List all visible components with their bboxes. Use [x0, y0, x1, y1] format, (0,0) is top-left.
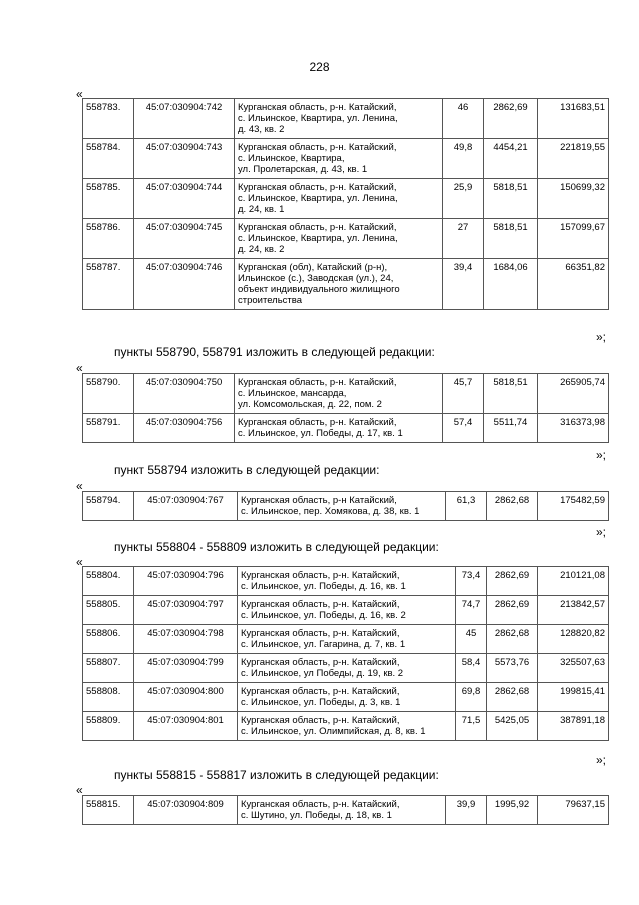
table-row — [83, 179, 609, 219]
address-line: Курганская область, р-н. Катайский, — [241, 570, 400, 581]
address-cell — [235, 139, 443, 179]
address-cell — [238, 683, 456, 712]
row-number-cell: 558805. — [83, 596, 134, 625]
unit-price-cell: 1995,92 — [487, 796, 538, 825]
unit-price-cell: 2862,68 — [487, 492, 538, 521]
row-number-cell: 558785. — [83, 179, 134, 219]
unit-price-cell: 2862,68 — [487, 625, 538, 654]
cadastral-number-cell: 45:07:030904:801 — [134, 712, 238, 741]
cadastral-value-cell: 221819,55 — [538, 139, 609, 179]
table-row — [83, 99, 609, 139]
address-line: Курганская область, р-н. Катайский, — [241, 686, 400, 697]
amendment-paragraph: пункты 558790, 558791 изложить в следующей редакции: — [114, 345, 435, 359]
close-quote: »; — [596, 448, 607, 462]
unit-price-cell: 5511,74 — [484, 414, 538, 443]
address-line: Курганская область, р-н. Катайский, — [238, 102, 397, 113]
cadastral-value-cell: 199815,41 — [538, 683, 609, 712]
cadastral-number-cell: 45:07:030904:743 — [134, 139, 235, 179]
address-line: с. Шутино, ул. Победы, д. 18, кв. 1 — [241, 810, 392, 821]
cadastral-value-cell: 131683,51 — [538, 99, 609, 139]
cadastral-value-cell: 316373,98 — [538, 414, 609, 443]
area-cell: 71,5 — [456, 712, 487, 741]
address-line: д. 24, кв. 2 — [238, 244, 285, 255]
unit-price-cell: 2862,69 — [484, 99, 538, 139]
row-number-cell: 558815. — [83, 796, 134, 825]
address-line: с. Ильинское, ул. Победы, д. 17, кв. 1 — [238, 428, 403, 439]
cadastral-number-cell: 45:07:030904:745 — [134, 219, 235, 259]
page-number: 228 — [309, 60, 330, 74]
address-line: с. Ильинское, пер. Хомякова, д. 38, кв. 1 — [241, 506, 420, 517]
address-cell — [235, 374, 443, 414]
cadastral-value-cell: 150699,32 — [538, 179, 609, 219]
address-cell — [235, 259, 443, 310]
cadastral-number-cell: 45:07:030904:809 — [134, 796, 238, 825]
unit-price-cell: 5425,05 — [487, 712, 538, 741]
amendment-paragraph: пункты 558815 - 558817 изложить в следующей редакции: — [114, 768, 439, 782]
address-line: с. Ильинское, Квартира, ул. Ленина, — [238, 113, 398, 124]
area-cell: 45,7 — [443, 374, 484, 414]
address-line: Ильинское (с.), Заводская (ул.), 24, — [238, 273, 394, 284]
address-line: с. Ильинское, Квартира, — [238, 153, 345, 164]
unit-price-cell: 4454,21 — [484, 139, 538, 179]
cadastral-value-cell: 79637,15 — [538, 796, 609, 825]
address-line: с. Ильинское, ул Победы, д. 19, кв. 2 — [241, 668, 404, 679]
address-line: Курганская (обл), Катайский (р-н), — [238, 262, 388, 273]
registry-table-1 — [82, 98, 609, 310]
address-line: Курганская область, р-н. Катайский, — [238, 377, 397, 388]
cadastral-value-cell: 66351,82 — [538, 259, 609, 310]
row-number-cell: 558806. — [83, 625, 134, 654]
address-line: с. Ильинское, мансарда, — [238, 388, 347, 399]
area-cell: 69,8 — [456, 683, 487, 712]
address-cell — [238, 712, 456, 741]
area-cell: 73,4 — [456, 567, 487, 596]
cadastral-value-cell: 265905,74 — [538, 374, 609, 414]
address-line: с. Ильинское, Квартира, ул. Ленина, — [238, 193, 398, 204]
address-line: д. 24, кв. 1 — [238, 204, 285, 215]
row-number-cell: 558808. — [83, 683, 134, 712]
address-line: ул. Комсомольская, д. 22, пом. 2 — [238, 399, 382, 410]
address-cell — [235, 219, 443, 259]
row-number-cell: 558809. — [83, 712, 134, 741]
area-cell: 58,4 — [456, 654, 487, 683]
area-cell: 39,9 — [446, 796, 487, 825]
row-number-cell: 558794. — [83, 492, 134, 521]
cadastral-value-cell: 213842,57 — [538, 596, 609, 625]
cadastral-value-cell: 157099,67 — [538, 219, 609, 259]
address-line: Курганская область, р-н. Катайский, — [238, 417, 397, 428]
unit-price-cell: 5573,76 — [487, 654, 538, 683]
area-cell: 45 — [456, 625, 487, 654]
open-quote: « — [76, 87, 83, 101]
unit-price-cell: 2862,69 — [487, 567, 538, 596]
unit-price-cell: 5818,51 — [484, 219, 538, 259]
amendment-paragraph: пункты 558804 - 558809 изложить в следующей редакции: — [114, 540, 439, 554]
address-line: ул. Пролетарская, д. 43, кв. 1 — [238, 164, 368, 175]
address-cell — [238, 567, 456, 596]
address-line: Курганская область, р-н. Катайский, — [241, 715, 400, 726]
cadastral-number-cell: 45:07:030904:797 — [134, 596, 238, 625]
table-row — [83, 139, 609, 179]
cadastral-number-cell: 45:07:030904:767 — [134, 492, 238, 521]
address-line: с. Ильинское, ул. Олимпийская, д. 8, кв. 1 — [241, 726, 426, 737]
table-row — [83, 654, 609, 683]
cadastral-number-cell: 45:07:030904:746 — [134, 259, 235, 310]
address-line: д. 43, кв. 2 — [238, 124, 285, 135]
row-number-cell: 558787. — [83, 259, 134, 310]
address-cell — [238, 492, 446, 521]
table-row — [83, 796, 609, 825]
cadastral-value-cell: 387891,18 — [538, 712, 609, 741]
table-row — [83, 712, 609, 741]
row-number-cell: 558783. — [83, 99, 134, 139]
row-number-cell: 558804. — [83, 567, 134, 596]
row-number-cell: 558784. — [83, 139, 134, 179]
address-line: Курганская область, р-н. Катайский, — [238, 182, 397, 193]
registry-table-2 — [82, 373, 609, 443]
table-row — [83, 625, 609, 654]
cadastral-value-cell: 210121,08 — [538, 567, 609, 596]
cadastral-number-cell: 45:07:030904:799 — [134, 654, 238, 683]
open-quote: « — [76, 479, 83, 493]
cadastral-number-cell: 45:07:030904:756 — [134, 414, 235, 443]
cadastral-number-cell: 45:07:030904:744 — [134, 179, 235, 219]
cadastral-value-cell: 175482,59 — [538, 492, 609, 521]
address-cell — [238, 796, 446, 825]
address-cell — [235, 179, 443, 219]
row-number-cell: 558790. — [83, 374, 134, 414]
close-quote: »; — [596, 330, 607, 344]
registry-table-4 — [82, 566, 609, 741]
registry-table-3 — [82, 491, 609, 521]
close-quote: »; — [596, 753, 607, 767]
address-line: с. Ильинское, ул. Победы, д. 16, кв. 2 — [241, 610, 406, 621]
cadastral-number-cell: 45:07:030904:798 — [134, 625, 238, 654]
address-cell — [238, 625, 456, 654]
amendment-paragraph: пункт 558794 изложить в следующей редакции: — [114, 463, 380, 477]
close-quote: »; — [596, 525, 607, 539]
row-number-cell: 558791. — [83, 414, 134, 443]
area-cell: 27 — [443, 219, 484, 259]
cadastral-number-cell: 45:07:030904:750 — [134, 374, 235, 414]
area-cell: 49,8 — [443, 139, 484, 179]
cadastral-number-cell: 45:07:030904:796 — [134, 567, 238, 596]
row-number-cell: 558786. — [83, 219, 134, 259]
unit-price-cell: 5818,51 — [484, 374, 538, 414]
address-cell — [238, 596, 456, 625]
area-cell: 39,4 — [443, 259, 484, 310]
address-line: Курганская область, р-н. Катайский, — [238, 222, 397, 233]
address-line: Курганская область, р-н Катайский, — [241, 495, 397, 506]
area-cell: 74,7 — [456, 596, 487, 625]
open-quote: « — [76, 783, 83, 797]
table-row — [83, 414, 609, 443]
address-cell — [238, 654, 456, 683]
cadastral-value-cell: 128820,82 — [538, 625, 609, 654]
open-quote: « — [76, 555, 83, 569]
address-line: строительства — [238, 295, 303, 306]
address-line: с. Ильинское, ул. Победы, д. 16, кв. 1 — [241, 581, 406, 592]
table-row — [83, 596, 609, 625]
cadastral-number-cell: 45:07:030904:742 — [134, 99, 235, 139]
address-line: Курганская область, р-н. Катайский, — [241, 657, 400, 668]
address-cell — [235, 414, 443, 443]
address-line: с. Ильинское, ул. Гагарина, д. 7, кв. 1 — [241, 639, 406, 650]
unit-price-cell: 2862,68 — [487, 683, 538, 712]
address-line: Курганская область, р-н. Катайский, — [241, 799, 400, 810]
cadastral-value-cell: 325507,63 — [538, 654, 609, 683]
table-row — [83, 219, 609, 259]
registry-table-5 — [82, 795, 609, 825]
address-line: с. Ильинское, ул. Победы, д. 3, кв. 1 — [241, 697, 401, 708]
cadastral-number-cell: 45:07:030904:800 — [134, 683, 238, 712]
address-cell — [235, 99, 443, 139]
address-line: Курганская область, р-н. Катайский, — [241, 599, 400, 610]
address-line: Курганская область, р-н. Катайский, — [241, 628, 400, 639]
area-cell: 46 — [443, 99, 484, 139]
table-row — [83, 567, 609, 596]
area-cell: 25,9 — [443, 179, 484, 219]
table-row — [83, 683, 609, 712]
area-cell: 57,4 — [443, 414, 484, 443]
address-line: объект индивидуального жилищного — [238, 284, 400, 295]
unit-price-cell: 5818,51 — [484, 179, 538, 219]
unit-price-cell: 1684,06 — [484, 259, 538, 310]
unit-price-cell: 2862,69 — [487, 596, 538, 625]
area-cell: 61,3 — [446, 492, 487, 521]
address-line: Курганская область, р-н. Катайский, — [238, 142, 397, 153]
table-row — [83, 259, 609, 310]
row-number-cell: 558807. — [83, 654, 134, 683]
table-row — [83, 374, 609, 414]
address-line: с. Ильинское, Квартира, ул. Ленина, — [238, 233, 398, 244]
open-quote: « — [76, 361, 83, 375]
table-row — [83, 492, 609, 521]
